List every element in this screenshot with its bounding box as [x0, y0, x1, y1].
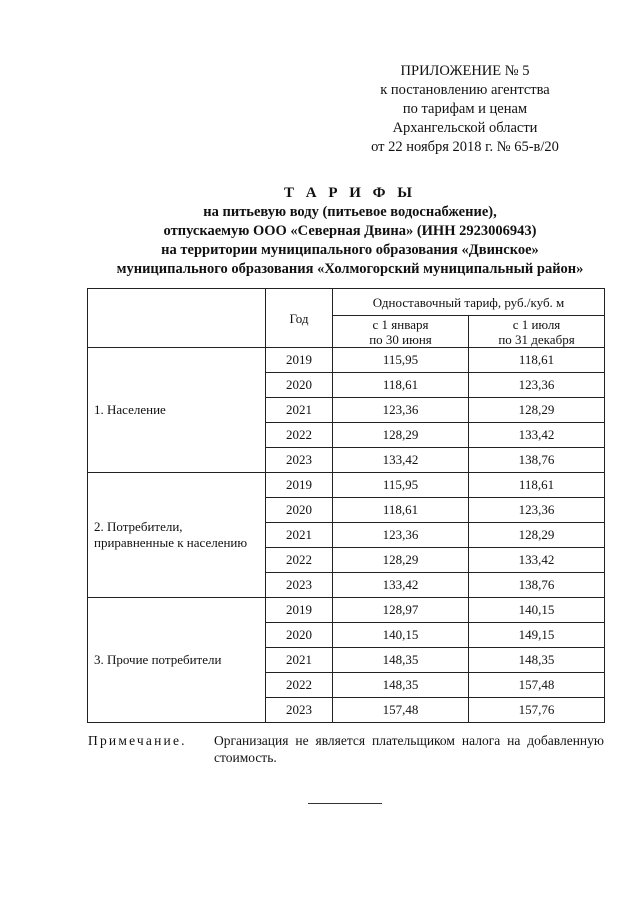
year-cell: 2019	[266, 598, 333, 623]
table-row	[88, 598, 605, 623]
header-year: Год	[266, 289, 333, 348]
year-cell: 2021	[266, 523, 333, 548]
appendix-line: от 22 ноября 2018 г. № 65-в/20	[371, 139, 559, 155]
year-cell: 2022	[266, 423, 333, 448]
header-tariff: Одноставочный тариф, руб./куб. м	[333, 289, 605, 316]
tariff-cell: 157,76	[469, 698, 605, 723]
tariff-cell: 128,29	[469, 398, 605, 423]
year-cell: 2023	[266, 698, 333, 723]
note-block	[88, 732, 604, 766]
tariff-cell: 133,42	[333, 573, 469, 598]
tariff-cell: 140,15	[333, 623, 469, 648]
tariff-cell: 157,48	[333, 698, 469, 723]
tariff-cell: 128,29	[469, 523, 605, 548]
title-heading: Т А Р И Ф Ы	[283, 185, 417, 201]
tariff-cell: 148,35	[469, 648, 605, 673]
appendix-line: Архангельской области	[392, 120, 538, 136]
tariff-table	[87, 288, 605, 723]
year-cell: 2019	[266, 348, 333, 373]
year-cell: 2021	[266, 648, 333, 673]
note-label: Примечание.	[88, 733, 187, 748]
tariff-cell: 149,15	[469, 623, 605, 648]
year-cell: 2022	[266, 548, 333, 573]
tariff-cell: 133,42	[469, 548, 605, 573]
tariff-cell: 140,15	[469, 598, 605, 623]
appendix-line: по тарифам и ценам	[402, 101, 528, 117]
tariff-cell: 133,42	[333, 448, 469, 473]
tariff-cell: 157,48	[469, 673, 605, 698]
year-cell: 2022	[266, 673, 333, 698]
tariff-cell: 118,61	[333, 373, 469, 398]
tariff-cell: 123,36	[469, 373, 605, 398]
tariff-cell: 115,95	[333, 473, 469, 498]
tariff-cell: 138,76	[469, 573, 605, 598]
category-cell: 2. Потребители, приравненные к населению	[88, 473, 266, 598]
tariff-cell: 118,61	[469, 473, 605, 498]
appendix-block	[330, 62, 600, 157]
title-line: на территории муниципального образования «Двинское»	[161, 242, 539, 258]
header-period-2-text: с 1 июля по 31 декабря	[498, 316, 575, 347]
title-line: на питьевую воду (питьевое водоснабжение),	[203, 204, 497, 220]
tariff-cell: 128,29	[333, 548, 469, 573]
year-cell: 2020	[266, 373, 333, 398]
tariff-cell: 115,95	[333, 348, 469, 373]
tariff-cell: 118,61	[469, 348, 605, 373]
tariff-cell: 128,97	[333, 598, 469, 623]
year-cell: 2019	[266, 473, 333, 498]
appendix-line: ПРИЛОЖЕНИЕ № 5	[400, 63, 530, 79]
header-empty-cell	[88, 289, 266, 348]
year-cell: 2021	[266, 398, 333, 423]
header-period-1-text: с 1 января по 30 июня	[369, 316, 432, 347]
tariff-cell: 123,36	[469, 498, 605, 523]
year-cell: 2020	[266, 623, 333, 648]
separator-line	[308, 803, 382, 804]
year-cell: 2023	[266, 448, 333, 473]
appendix-line: к постановлению агентства	[380, 82, 550, 98]
tariff-cell: 123,36	[333, 523, 469, 548]
year-cell: 2023	[266, 573, 333, 598]
header-period-1	[333, 316, 469, 348]
tariff-cell: 148,35	[333, 648, 469, 673]
tariff-cell: 148,35	[333, 673, 469, 698]
title-line: муниципального образования «Холмогорский муниципальный район»	[116, 261, 584, 277]
category-cell: 1. Население	[88, 348, 266, 473]
tariff-cell: 123,36	[333, 398, 469, 423]
tariff-cell: 128,29	[333, 423, 469, 448]
tariff-cell: 118,61	[333, 498, 469, 523]
table-row	[88, 473, 605, 498]
tariff-cell: 133,42	[469, 423, 605, 448]
document-title	[60, 184, 640, 279]
table-row	[88, 348, 605, 373]
year-cell: 2020	[266, 498, 333, 523]
title-line: отпускаемую ООО «Северная Двина» (ИНН 2923006943)	[163, 223, 537, 239]
note-text: Организация не является плательщиком налога на добавленную стоимость.	[214, 733, 604, 765]
tariff-cell: 138,76	[469, 448, 605, 473]
header-period-2	[469, 316, 605, 348]
category-cell: 3. Прочие потребители	[88, 598, 266, 723]
tariff-table-body	[88, 348, 605, 723]
